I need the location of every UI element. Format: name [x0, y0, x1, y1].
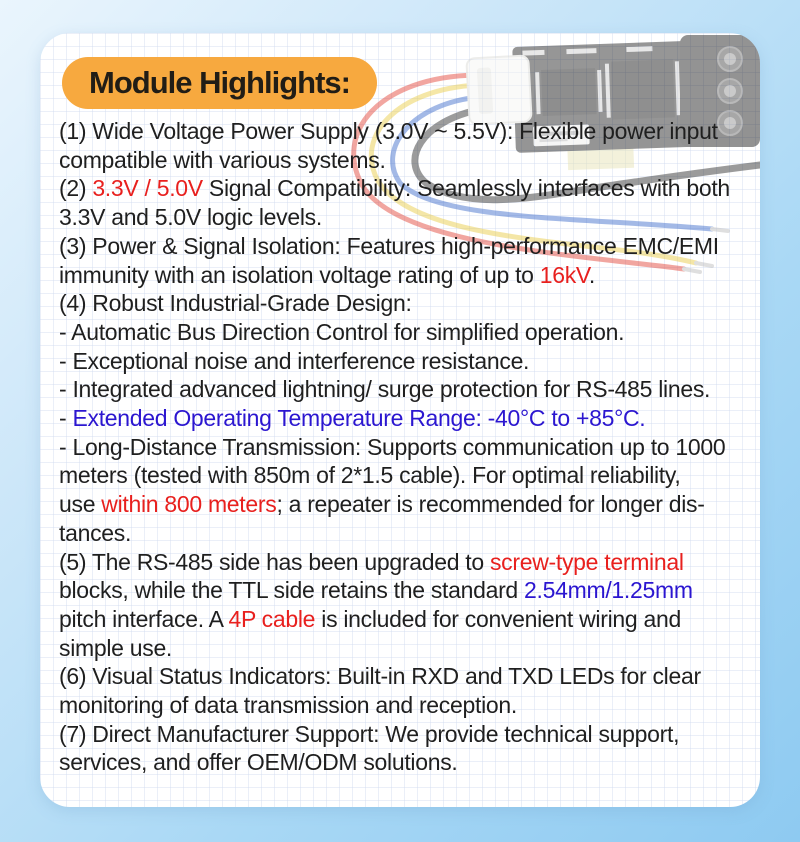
feature-line: [59, 232, 751, 261]
badge-label: Module Highlights:: [89, 65, 350, 100]
feature-text: immunity with an isolation voltage rating of up to: [59, 261, 540, 288]
feature-text: tances.: [59, 519, 132, 546]
feature-list: [59, 117, 751, 777]
feature-text: - Integrated advanced lightning/ surge protection for RS-485 lines.: [59, 376, 711, 403]
feature-text: - Long-Distance Transmission: Supports communication up to 1000: [59, 433, 726, 460]
feature-line: [59, 691, 751, 720]
feature-text-red: 16kV: [539, 261, 589, 288]
feature-line: [59, 605, 751, 634]
module-highlights-badge: [62, 57, 377, 109]
feature-text-red: 4P cable: [228, 605, 316, 632]
feature-text: use: [59, 491, 102, 518]
feature-text: monitoring of data transmission and reception.: [59, 692, 517, 719]
feature-text: services, and offer OEM/ODM solutions.: [59, 749, 458, 776]
feature-line: [59, 433, 751, 462]
feature-text: pitch interface. A: [59, 605, 229, 632]
feature-text: - Exceptional noise and interference resistance.: [59, 347, 530, 374]
feature-text: (6) Visual Status Indicators: Built-in RXD and TXD LEDs for clear: [59, 663, 701, 690]
feature-line: [59, 748, 751, 777]
feature-text: meters (tested with 850m of 2*1.5 cable). For optimal reliability,: [59, 462, 681, 489]
feature-text: ; a repeater is recommended for longer dis-: [276, 491, 705, 518]
feature-line: [59, 146, 751, 175]
feature-text-blue: Extended Operating Temperature Range: -40°C to +85°C.: [72, 405, 646, 432]
feature-line: [59, 720, 751, 749]
feature-line: [59, 576, 751, 605]
feature-line: [59, 174, 751, 203]
feature-text: simple use.: [59, 634, 173, 661]
feature-line: [59, 261, 751, 290]
feature-text: 3.3V and 5.0V logic levels.: [59, 204, 322, 231]
feature-text: - Automatic Bus Direction Control for simplified operation.: [59, 318, 625, 345]
feature-text-red: screw-type terminal: [489, 548, 684, 575]
feature-text: is included for convenient wiring and: [315, 605, 681, 632]
feature-line: [59, 404, 751, 433]
feature-line: [59, 634, 751, 663]
feature-line: [59, 490, 751, 519]
white-connector: [466, 55, 531, 124]
feature-text: blocks, while the TTL side retains the standard: [59, 577, 525, 604]
feature-line: [59, 519, 751, 548]
feature-text: (5) The RS-485 side has been upgraded to: [59, 548, 490, 575]
feature-text: (1) Wide Voltage Power Supply (3.0V ~ 5.5V): Flexible power input: [59, 118, 718, 144]
feature-line: [59, 548, 751, 577]
feature-line: [59, 375, 751, 404]
ic-chip: [541, 68, 597, 116]
smd-components: [683, 64, 711, 109]
feature-text: (7) Direct Manufacturer Support: We provide technical support,: [59, 720, 680, 747]
feature-line: [59, 117, 751, 146]
feature-line: [59, 461, 751, 490]
feature-text: (2): [59, 175, 93, 202]
highlights-card: [40, 33, 760, 807]
feature-text-red: within 800 meters: [101, 491, 277, 518]
feature-text-red: 3.3V / 5.0V: [92, 175, 203, 202]
feature-text-blue: 2.54mm/1.25mm: [524, 577, 693, 604]
feature-line: [59, 347, 751, 376]
feature-text: .: [588, 261, 595, 288]
feature-line: [59, 289, 751, 318]
ic-chip: [611, 59, 675, 119]
feature-text: (4) Robust Industrial-Grade Design:: [59, 290, 412, 317]
feature-line: [59, 318, 751, 347]
feature-text: Signal Compatibility: Seamlessly interfaces with both: [202, 175, 730, 202]
feature-text: (3) Power & Signal Isolation: Features high-performance EMC/EMI: [59, 232, 719, 259]
feature-text: compatible with various systems.: [59, 146, 386, 173]
feature-line: [59, 662, 751, 691]
feature-line: [59, 203, 751, 232]
feature-text: -: [59, 405, 73, 432]
